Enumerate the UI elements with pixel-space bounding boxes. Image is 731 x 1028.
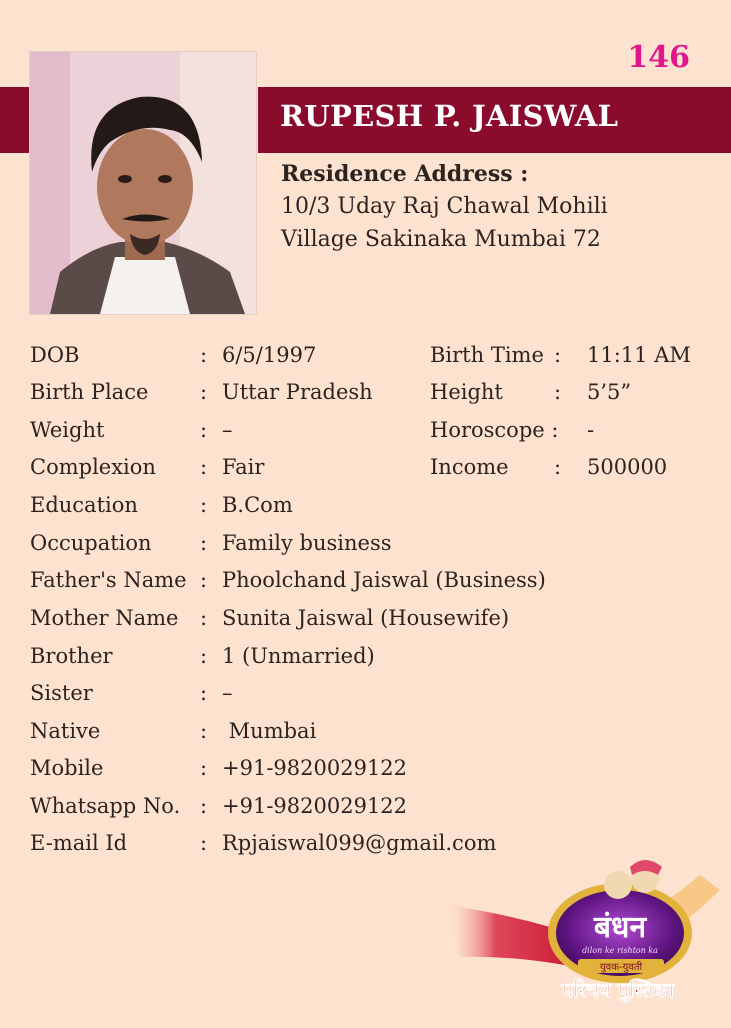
detail-value: Rpjaiswal099@gmail.com: [222, 831, 497, 855]
detail-label: E-mail Id: [30, 831, 128, 855]
detail-colon-2: :: [554, 343, 562, 367]
detail-colon-2: :: [554, 380, 562, 404]
detail-colon: :: [200, 719, 208, 743]
detail-colon: :: [200, 380, 208, 404]
logo-sub: युवक-युवती: [599, 962, 643, 973]
detail-value: B.Com: [222, 493, 293, 517]
detail-colon: :: [200, 644, 208, 668]
profile-photo: [30, 52, 256, 314]
detail-value: +91-9820029122: [222, 756, 408, 780]
detail-label: Brother: [30, 644, 113, 668]
detail-colon: :: [200, 493, 208, 517]
detail-label-2: Height: [430, 380, 503, 404]
address-line-1: 10/3 Uday Raj Chawal Mohili: [281, 194, 608, 219]
detail-label: Whatsapp No.: [30, 794, 181, 818]
detail-value: –: [222, 418, 233, 442]
detail-colon: :: [200, 455, 208, 479]
candidate-name: RUPESH P. JAISWAL: [280, 99, 619, 133]
detail-label-2: Income: [430, 455, 509, 479]
bandhan-logo: [440, 845, 731, 1024]
detail-value-2: -: [587, 418, 595, 442]
detail-colon: :: [200, 756, 208, 780]
detail-colon: :: [200, 606, 208, 630]
logo-tagline: dilon ke rishton ka: [582, 946, 658, 955]
residence-address-label: Residence Address :: [281, 161, 529, 187]
detail-label: Birth Place: [30, 380, 149, 404]
address-line-2: Village Sakinaka Mumbai 72: [281, 227, 601, 252]
detail-colon: :: [200, 831, 208, 855]
detail-value: 6/5/1997: [222, 343, 317, 367]
detail-value-2: 5’5”: [587, 380, 632, 404]
detail-colon-2: :: [554, 455, 562, 479]
detail-value: Phoolchand Jaiswal (Business): [222, 568, 546, 592]
detail-value: Family business: [222, 531, 392, 555]
detail-label: Father's Name: [30, 568, 187, 592]
detail-value: Uttar Pradesh: [222, 380, 373, 404]
detail-label: DOB: [30, 343, 80, 367]
detail-value: Sunita Jaiswal (Housewife): [222, 606, 510, 630]
detail-label: Native: [30, 719, 101, 743]
detail-label: Education: [30, 493, 138, 517]
detail-colon: :: [200, 418, 208, 442]
detail-value: Mumbai: [222, 719, 317, 743]
page-number: 146: [627, 40, 690, 75]
detail-colon: :: [200, 794, 208, 818]
detail-colon: :: [200, 531, 208, 555]
logo-title: बंधन: [593, 910, 647, 945]
detail-value: +91-9820029122: [222, 794, 408, 818]
detail-label-2: Birth Time: [430, 343, 544, 367]
detail-label: Occupation: [30, 531, 152, 555]
detail-value: –: [222, 681, 233, 705]
detail-label: Mobile: [30, 756, 104, 780]
detail-value: 1 (Unmarried): [222, 644, 375, 668]
detail-value-2: 11:11 AM: [587, 343, 691, 367]
detail-colon: :: [200, 343, 208, 367]
detail-label-2: Horoscope :: [430, 418, 559, 442]
logo-bottom: परिचय पुस्तिका: [561, 978, 675, 1002]
detail-colon: :: [200, 568, 208, 592]
detail-label: Mother Name: [30, 606, 179, 630]
detail-label: Sister: [30, 681, 93, 705]
detail-value: Fair: [222, 455, 265, 479]
detail-label: Complexion: [30, 455, 156, 479]
person-portrait-icon: [30, 52, 256, 314]
detail-label: Weight: [30, 418, 105, 442]
bandhan-logo-graphic: [440, 845, 731, 1024]
detail-value-2: 500000: [587, 455, 668, 479]
banner-left-strip: [0, 87, 30, 153]
detail-colon: :: [200, 681, 208, 705]
